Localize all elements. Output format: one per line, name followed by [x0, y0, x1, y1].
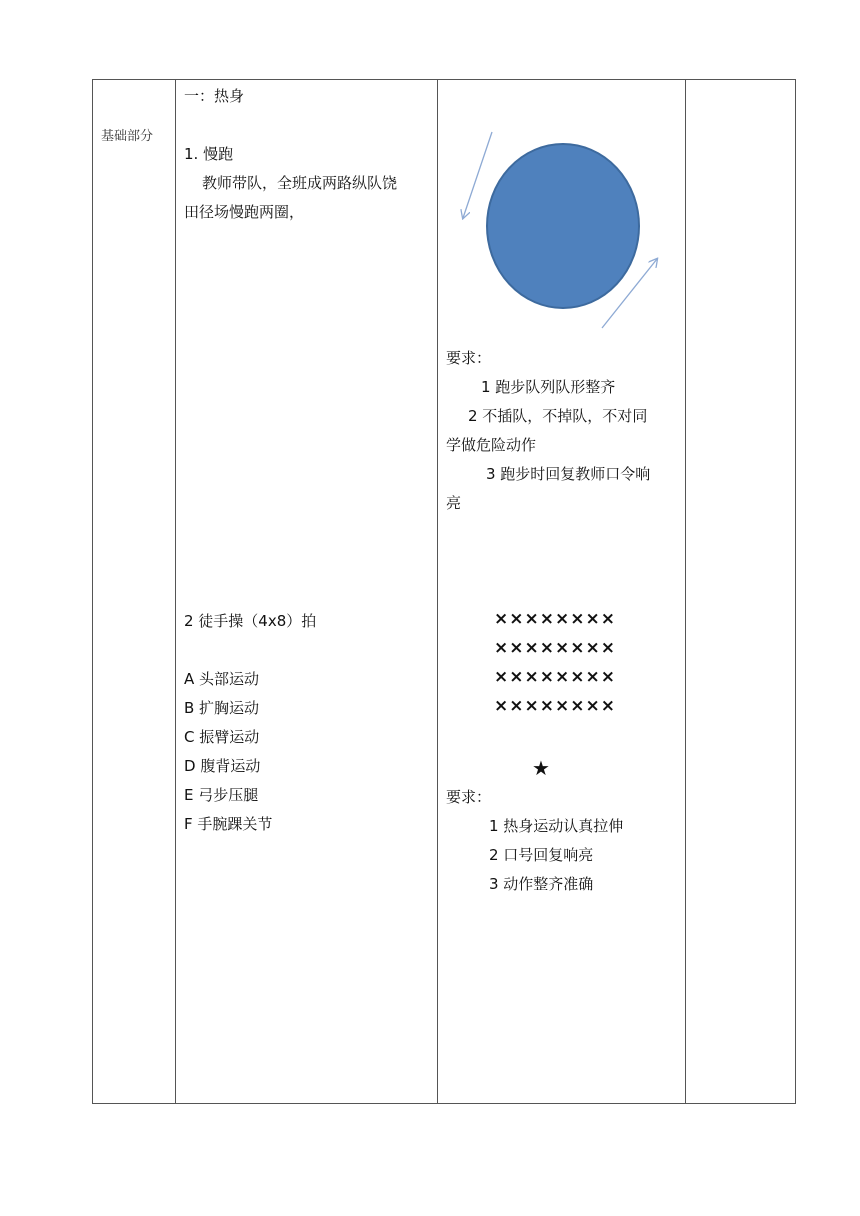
requirement-line: 3 跑步时回复教师口令响	[486, 465, 651, 483]
requirements-title-2: 要求：	[446, 788, 492, 806]
column-divider-2	[437, 80, 438, 1103]
exercise-item: B 扩胸运动	[184, 699, 260, 717]
running-track-diagram	[440, 120, 680, 340]
requirement-line: 3 动作整齐准确	[489, 875, 594, 893]
requirement-line: 1 跑步队列队形整齐	[481, 378, 616, 396]
requirements-title-1: 要求：	[446, 349, 492, 367]
formation-row: ××××××××	[494, 696, 616, 716]
column-divider-3	[685, 80, 686, 1103]
requirement-line: 2 不插队，不掉队，不对同	[468, 407, 648, 425]
exercise-item: D 腹背运动	[184, 757, 261, 775]
exercise-item: E 弓步压腿	[184, 786, 259, 804]
formation-row: ××××××××	[494, 609, 616, 629]
calisthenics-title: 2 徒手操（4x8）拍	[184, 612, 317, 630]
jog-desc-line2: 田径场慢跑两圈，	[184, 203, 305, 221]
jog-desc-line1: 教师带队，全班成两路纵队饶	[202, 174, 398, 192]
column-divider-1	[175, 80, 176, 1103]
formation-row: ××××××××	[494, 638, 616, 658]
requirement-line: 2 口号回复响亮	[489, 846, 594, 864]
exercise-item: A 头部运动	[184, 670, 260, 688]
requirement-line: 亮	[446, 494, 462, 512]
direction-arrow-left	[463, 132, 492, 218]
requirement-line: 1 热身运动认真拉伸	[489, 817, 624, 835]
jog-title: 1. 慢跑	[184, 145, 234, 163]
warmup-heading: 一：热身	[184, 87, 245, 105]
requirement-line: 学做危险动作	[446, 436, 537, 454]
exercise-item: F 手腕踝关节	[184, 815, 273, 833]
formation-row: ××××××××	[494, 667, 616, 687]
exercise-item: C 振臂运动	[184, 728, 260, 746]
section-label: 基础部分	[101, 129, 154, 144]
teacher-star-icon: ★	[532, 756, 550, 780]
track-circle	[487, 144, 639, 308]
